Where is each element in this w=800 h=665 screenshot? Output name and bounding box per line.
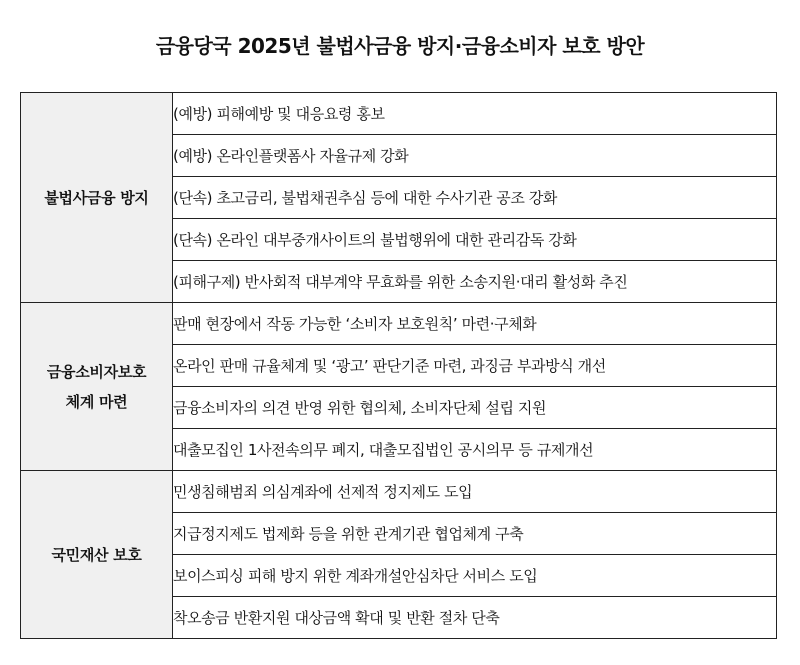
policy-item: 판매 현장에서 작동 가능한 ‘소비자 보호원칙’ 마련·구체화 <box>173 303 777 345</box>
category-cell-illegal-finance-prevention <box>21 93 173 303</box>
policy-item: 착오송금 반환지원 대상금액 확대 및 반환 절차 단축 <box>173 597 777 639</box>
table-row <box>21 471 777 513</box>
category-label-line-1: 금융소비자보호 <box>46 362 147 381</box>
policy-item: (단속) 온라인 대부중개사이트의 불법행위에 대한 관리감독 강화 <box>173 219 777 261</box>
category-cell-asset-protection <box>21 471 173 639</box>
policy-item: (단속) 초고금리, 불법채권추심 등에 대한 수사기관 공조 강화 <box>173 177 777 219</box>
category-cell-consumer-protection <box>21 303 173 471</box>
policy-item: 민생침해범죄 의심계좌에 선제적 정지제도 도입 <box>173 471 777 513</box>
category-label-line-2: 체계 마련 <box>65 392 128 411</box>
policy-item: (예방) 피해예방 및 대응요령 홍보 <box>173 93 777 135</box>
policy-item: 보이스피싱 피해 방지 위한 계좌개설안심차단 서비스 도입 <box>173 555 777 597</box>
category-label: 국민재산 보호 <box>51 545 142 564</box>
policy-item: 지급정지제도 법제화 등을 위한 관계기관 협업체계 구축 <box>173 513 777 555</box>
category-label: 불법사금융 방지 <box>44 188 149 207</box>
policy-item: 금융소비자의 의견 반영 위한 협의체, 소비자단체 설립 지원 <box>173 387 777 429</box>
table-row <box>21 93 777 135</box>
page-title: 금융당국 2025년 불법사금융 방지·금융소비자 보호 방안 <box>155 34 645 58</box>
policy-item: (피해구제) 반사회적 대부계약 무효화를 위한 소송지원·대리 활성화 추진 <box>173 261 777 303</box>
policy-item: 대출모집인 1사전속의무 폐지, 대출모집법인 공시의무 등 규제개선 <box>173 429 777 471</box>
policy-table <box>20 92 777 639</box>
policy-item: 온라인 판매 규율체계 및 ‘광고’ 판단기준 마련, 과징금 부과방식 개선 <box>173 345 777 387</box>
policy-item: (예방) 온라인플랫폼사 자율규제 강화 <box>173 135 777 177</box>
table-row <box>21 303 777 345</box>
